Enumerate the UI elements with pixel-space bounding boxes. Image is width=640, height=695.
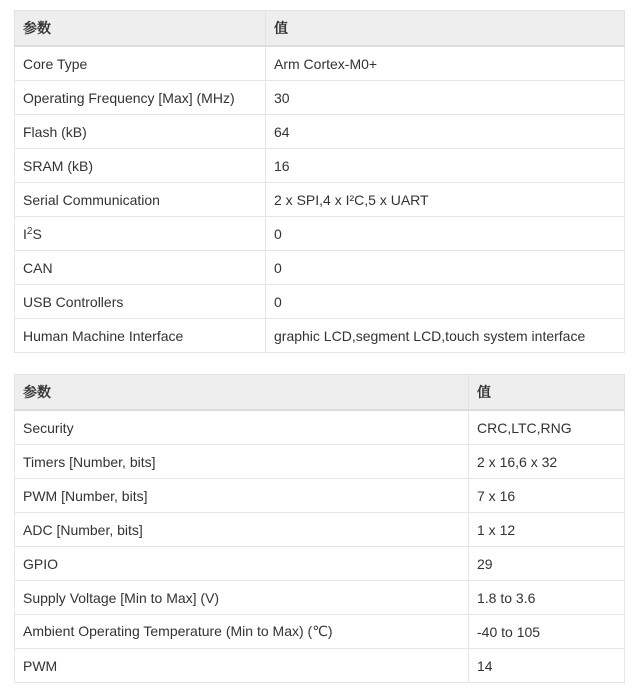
value-cell: 64 bbox=[266, 115, 625, 149]
value-cell: 0 bbox=[266, 251, 625, 285]
parameter-cell: USB Controllers bbox=[15, 285, 266, 319]
parameter-cell: PWM [Number, bits] bbox=[15, 479, 469, 513]
table-row bbox=[15, 547, 625, 581]
i2s-tail: S bbox=[32, 225, 42, 242]
value-cell: 2 x SPI,4 x I²C,5 x UART bbox=[266, 183, 625, 217]
value-cell: 0 bbox=[266, 285, 625, 319]
parameter-cell: Timers [Number, bits] bbox=[15, 445, 469, 479]
value-cell: 29 bbox=[469, 547, 625, 581]
table-row bbox=[15, 149, 625, 183]
parameter-cell-i2s bbox=[15, 217, 266, 251]
value-cell: graphic LCD,segment LCD,touch system interface bbox=[266, 319, 625, 353]
value-cell: 7 x 16 bbox=[469, 479, 625, 513]
value-cell: Arm Cortex-M0+ bbox=[266, 46, 625, 81]
i2s-superscript: 2 bbox=[26, 225, 33, 237]
table-header-row bbox=[15, 375, 625, 411]
table-row bbox=[15, 183, 625, 217]
table-row bbox=[15, 319, 625, 353]
value-cell: 14 bbox=[469, 649, 625, 683]
value-cell: 1 x 12 bbox=[469, 513, 625, 547]
column-header-value: 值 bbox=[469, 375, 625, 411]
parameter-cell: Security bbox=[15, 410, 469, 445]
table-header-row bbox=[15, 11, 625, 47]
table-row bbox=[15, 217, 625, 251]
table-row bbox=[15, 285, 625, 319]
table-row bbox=[15, 251, 625, 285]
column-header-parameter: 参数 bbox=[15, 375, 469, 411]
spec-table-2 bbox=[14, 374, 625, 683]
table-row bbox=[15, 445, 625, 479]
spec-table-1 bbox=[14, 10, 625, 353]
parameter-cell: SRAM (kB) bbox=[15, 149, 266, 183]
table-row bbox=[15, 115, 625, 149]
parameter-cell: ADC [Number, bits] bbox=[15, 513, 469, 547]
table-row bbox=[15, 81, 625, 115]
value-cell: 30 bbox=[266, 81, 625, 115]
table-row bbox=[15, 615, 625, 649]
value-cell: 16 bbox=[266, 149, 625, 183]
parameter-cell: PWM bbox=[15, 649, 469, 683]
table-row bbox=[15, 513, 625, 547]
table-row bbox=[15, 479, 625, 513]
parameter-cell: Core Type bbox=[15, 46, 266, 81]
parameter-cell: CAN bbox=[15, 251, 266, 285]
i2s-base: I bbox=[23, 225, 27, 242]
parameter-cell: GPIO bbox=[15, 547, 469, 581]
parameter-cell: Operating Frequency [Max] (MHz) bbox=[15, 81, 266, 115]
table-row bbox=[15, 649, 625, 683]
value-cell: 1.8 to 3.6 bbox=[469, 581, 625, 615]
table-row bbox=[15, 46, 625, 81]
value-cell: 2 x 16,6 x 32 bbox=[469, 445, 625, 479]
value-cell: -40 to 105 bbox=[469, 615, 625, 649]
column-header-parameter: 参数 bbox=[15, 11, 266, 47]
parameter-cell: Flash (kB) bbox=[15, 115, 266, 149]
parameter-cell: Human Machine Interface bbox=[15, 319, 266, 353]
parameter-cell: Ambient Operating Temperature (Min to Max) (℃) bbox=[15, 615, 469, 649]
parameter-cell: Supply Voltage [Min to Max] (V) bbox=[15, 581, 469, 615]
column-header-value: 值 bbox=[266, 11, 625, 47]
value-cell: CRC,LTC,RNG bbox=[469, 410, 625, 445]
table-row bbox=[15, 581, 625, 615]
table-row bbox=[15, 410, 625, 445]
value-cell: 0 bbox=[266, 217, 625, 251]
parameter-cell: Serial Communication bbox=[15, 183, 266, 217]
